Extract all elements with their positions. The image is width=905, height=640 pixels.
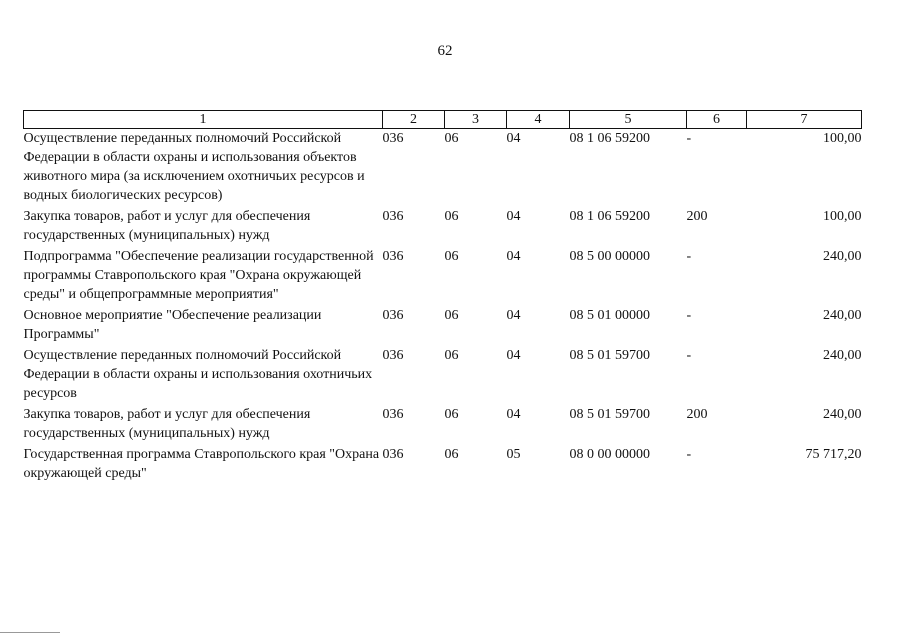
- row-col4-cell: 04: [506, 407, 521, 422]
- row-amount-cell: 240,00: [823, 407, 862, 422]
- row-name-cell: Подпрограмма "Обеспечение реализации государственной программы Ставропольского края "Охрана окружающей среды" и общепрограммные мероприятия": [23, 249, 374, 302]
- row-col6-cell: 200: [686, 209, 708, 224]
- row-col2-cell: 036: [382, 308, 404, 323]
- row-col6-cell: 200: [686, 407, 708, 422]
- row-col3-cell: 06: [444, 348, 459, 363]
- row-col5-cell: 08 5 01 59700: [569, 348, 650, 363]
- row-col4-cell: 04: [506, 308, 521, 323]
- row-col6-cell: -: [686, 348, 692, 363]
- row-col2-cell: 036: [382, 348, 404, 363]
- row-col2-cell: 036: [382, 447, 404, 462]
- header-col-6: 6: [687, 111, 747, 129]
- row-col6-cell: -: [686, 447, 692, 462]
- row-col3-cell: 06: [444, 131, 459, 146]
- row-name-cell: Государственная программа Ставропольского края "Охрана окружающей среды": [23, 447, 380, 481]
- table-row: [24, 346, 862, 405]
- row-col5-cell: 08 1 06 59200: [569, 131, 650, 146]
- row-amount-cell: 75 717,20: [805, 447, 862, 462]
- row-col2-cell: 036: [382, 131, 404, 146]
- header-col-5: 5: [570, 111, 687, 129]
- table-row: [24, 129, 862, 208]
- row-col3-cell: 06: [444, 447, 459, 462]
- row-name-cell: Осуществление переданных полномочий Российской Федерации в области охраны и использования объектов животного мира (за исключением охотничьих ресурсов и водных биологических ресурсов): [23, 131, 365, 203]
- row-col6-cell: -: [686, 131, 692, 146]
- row-amount-cell: 240,00: [823, 249, 862, 264]
- row-amount-cell: 100,00: [823, 209, 862, 224]
- table-row: [24, 247, 862, 306]
- row-col4-cell: 04: [506, 131, 521, 146]
- row-name-cell: Основное мероприятие "Обеспечение реализации Программы": [23, 308, 322, 342]
- table-row: [24, 306, 862, 346]
- header-col-7: 7: [747, 111, 862, 129]
- header-col-4: 4: [507, 111, 570, 129]
- row-col5-cell: 08 5 01 59700: [569, 407, 650, 422]
- row-col5-cell: 08 5 00 00000: [569, 249, 650, 264]
- table-row: [24, 405, 862, 445]
- header-col-2: 2: [383, 111, 445, 129]
- row-col4-cell: 04: [506, 209, 521, 224]
- row-col3-cell: 06: [444, 308, 459, 323]
- row-amount-cell: 100,00: [823, 131, 862, 146]
- row-col6-cell: -: [686, 308, 692, 323]
- table-row: [24, 207, 862, 247]
- row-col6-cell: -: [686, 249, 692, 264]
- header-col-3: 3: [445, 111, 507, 129]
- row-amount-cell: 240,00: [823, 308, 862, 323]
- row-name-cell: Закупка товаров, работ и услуг для обеспечения государственных (муниципальных) нужд: [23, 407, 311, 441]
- row-col2-cell: 036: [382, 407, 404, 422]
- row-col5-cell: 08 5 01 00000: [569, 308, 650, 323]
- row-name-cell: Закупка товаров, работ и услуг для обеспечения государственных (муниципальных) нужд: [23, 209, 311, 243]
- row-col4-cell: 04: [506, 348, 521, 363]
- row-col4-cell: 05: [506, 447, 521, 462]
- table-row: [24, 445, 862, 485]
- row-col5-cell: 08 1 06 59200: [569, 209, 650, 224]
- row-col4-cell: 04: [506, 249, 521, 264]
- row-col3-cell: 06: [444, 249, 459, 264]
- row-col3-cell: 06: [444, 407, 459, 422]
- row-col2-cell: 036: [382, 249, 404, 264]
- row-amount-cell: 240,00: [823, 348, 862, 363]
- row-col5-cell: 08 0 00 00000: [569, 447, 650, 462]
- row-col3-cell: 06: [444, 209, 459, 224]
- budget-table: [23, 110, 862, 485]
- row-name-cell: Осуществление переданных полномочий Российской Федерации в области охраны и использования охотничьих ресурсов: [23, 348, 373, 401]
- table-header-row: [24, 111, 862, 129]
- header-col-1: 1: [24, 111, 383, 129]
- page-number: 62: [437, 43, 453, 59]
- row-col2-cell: 036: [382, 209, 404, 224]
- scan-edge-mark: [0, 632, 60, 633]
